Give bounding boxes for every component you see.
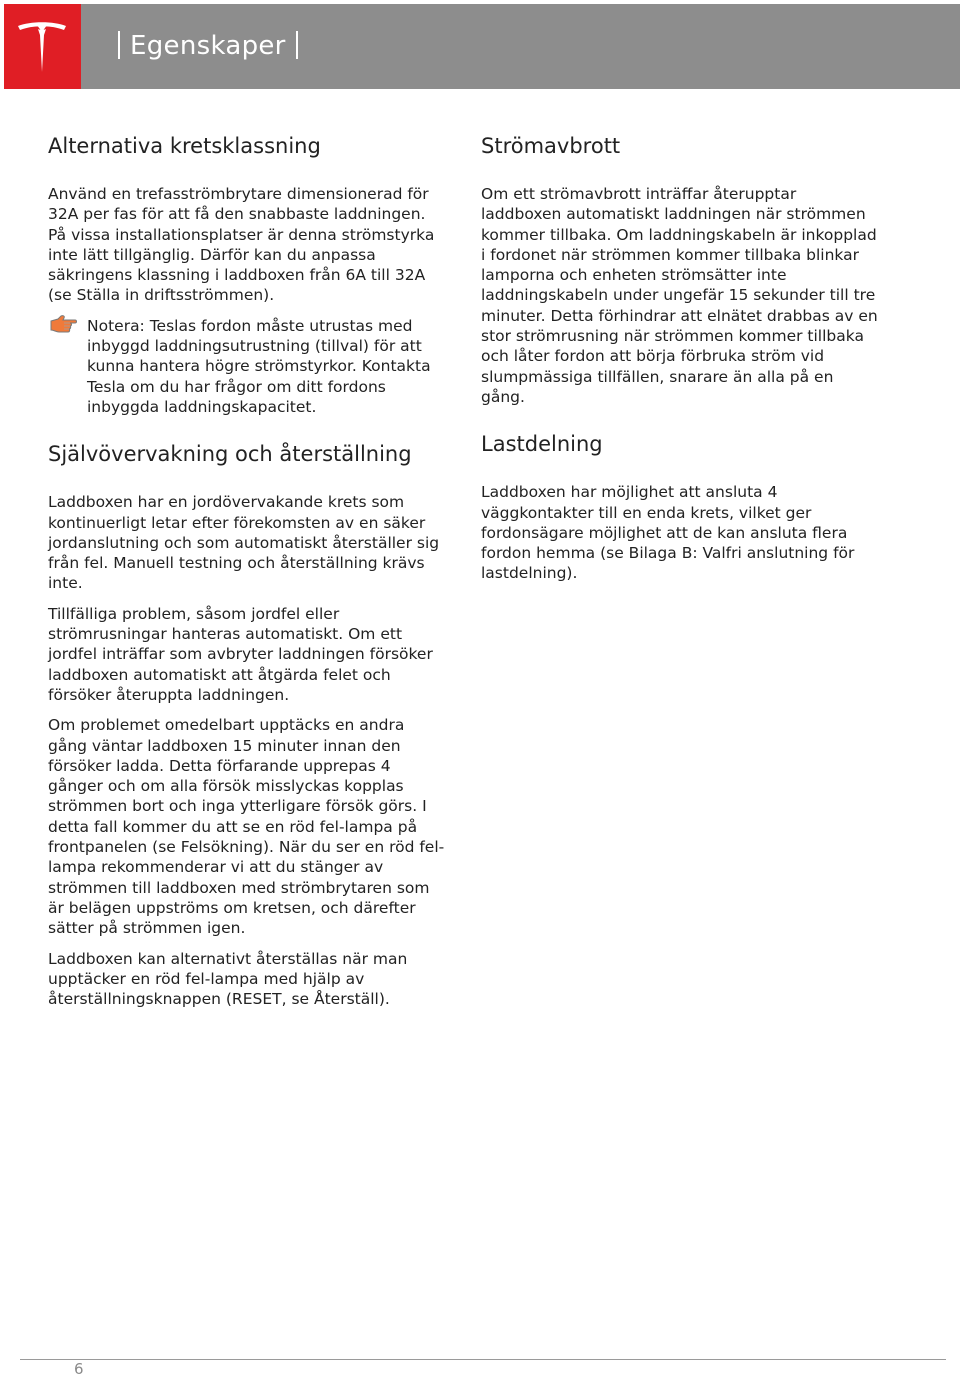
- left-column: [48, 130, 448, 1009]
- page-number: 6: [74, 1360, 84, 1378]
- header-title: [118, 26, 298, 66]
- title-divider-right: [296, 31, 298, 59]
- tesla-logo: [4, 4, 81, 89]
- paragraph-kretsklassning: Använd en trefasströmbrytare dimensionerad för 32A per fas för att få den snabbaste laddningen. På vissa installationsplatser är denna strömstyrka inte lätt tillgänglig. Därför kan du anpassa säkringens klassning i laddboxen från 6A till 32A (se Ställa in driftsströmmen).: [48, 185, 435, 305]
- page-header: [4, 4, 960, 89]
- note-text: Notera: Teslas fordon måste utrustas med inbyggd laddningsutrustning (tillval) för att kunna hantera högre strömstyrkor. Kontakta Tesla om du har frågor om ditt fordons inbyggda laddningskapacitet.: [87, 316, 431, 416]
- heading-alternativa-kretsklassning: Alternativa kretsklassning: [48, 134, 321, 158]
- heading-sjalvovervakning: Självövervakning och återställning: [48, 442, 412, 467]
- note-block: [48, 316, 448, 417]
- right-column: [481, 130, 881, 584]
- pointing-hand-icon: [50, 315, 78, 340]
- paragraph-stromavbrott: Om ett strömavbrott inträffar återupptar laddboxen automatiskt laddningen när strömmen kommer tillbaka. Om laddningskabeln är inkopplad i fordonet när strömmen kommer tillbaka blinkar lamporna och enheten strömsätter inte laddningskabeln under ungefär 15 sekunder till tre minuter. Detta förhindrar att elnätet drabbas av en stor strömrusning när strömmen kommer tillbaka och låter fordon att börja förbruka ström vid slumpmässiga tillfällen, snarare än alla på en gång.: [481, 185, 878, 406]
- title-divider-left: [118, 31, 120, 59]
- paragraph-tillfalliga-problem: Tillfälliga problem, såsom jordfel eller strömrusningar hanteras automatiskt. Om ett jordfel inträffar som avbryter laddningen försöker laddboxen automatiskt att åtgärda felet och försöker återuppta laddningen.: [48, 604, 433, 704]
- paragraph-jordovervakning: Laddboxen har en jordövervakande krets som kontinuerligt letar efter förekomsten av en säker jordanslutning och som automatiskt återställer sig från fel. Manuell testning och återställning krävs inte.: [48, 493, 440, 593]
- footer-divider: [20, 1359, 946, 1360]
- heading-lastdelning: Lastdelning: [481, 432, 603, 457]
- heading-stromavbrott: Strömavbrott: [481, 134, 621, 158]
- paragraph-lastdelning: Laddboxen har möjlighet att ansluta 4 väggkontakter till en enda krets, vilket ger fordonsägare möjlighet att de kan ansluta flera fordon hemma (se Bilaga B: Valfri anslutning för lastdelning).: [481, 483, 855, 583]
- paragraph-aterstallning: Laddboxen kan alternativt återställas när man upptäcker en röd fel-lampa med hjälp av återställningsknappen (RESET, se Återställ).: [48, 949, 408, 1009]
- header-title-text: Egenskaper: [130, 31, 286, 61]
- tesla-logo-icon: [16, 20, 68, 74]
- paragraph-omedelbart-upptacks: Om problemet omedelbart upptäcks en andra gång väntar laddboxen 15 minuter innan den försöker ladda. Detta förfarande upprepas 4 gånger och om alla försök misslyckas kopplas strömmen bort och inga ytterligare försök görs. I detta fall kommer du att se en röd fel-lampa på frontpanelen (se Felsökning). När du ser en röd fel-lampa rekommenderar vi att du stänger av strömmen till laddboxen med strömbrytaren som är belägen uppströms om kretsen, och därefter sätter på strömmen igen.: [48, 716, 445, 938]
